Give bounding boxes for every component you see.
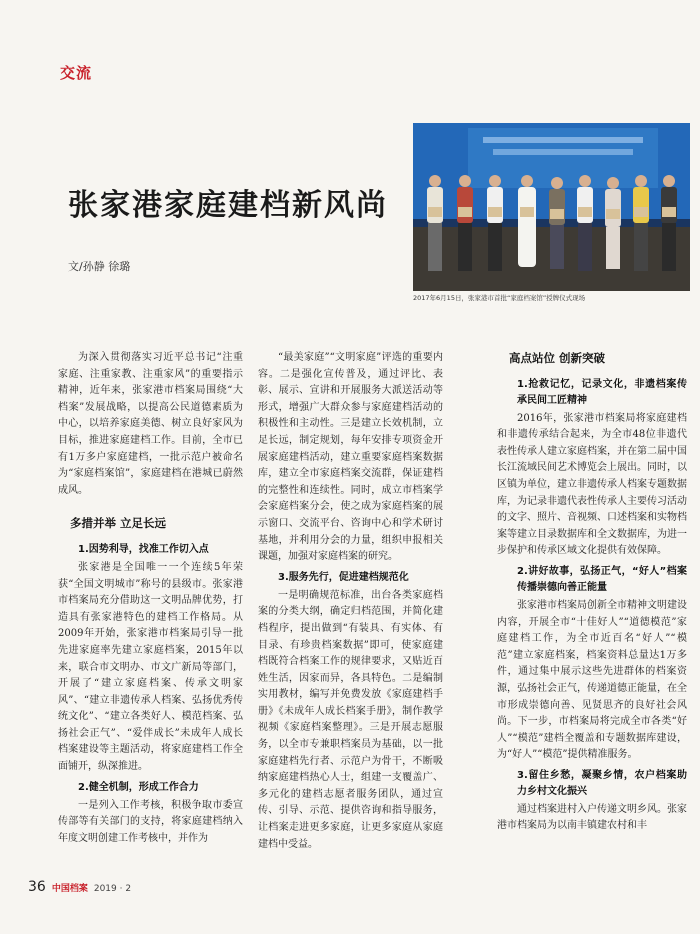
paragraph: 2016年，张家港市档案局将家庭建档和非遗传承结合起来，为全市48位非遗代表性传承人建立家庭档案，并在第二届中国长江流域民间艺术博览会上展出。同时，以区镇为单位，建立非遗传承人档案专题数据库，为记录非遗代表性传承人主要传习活动的文字、照片、音视频、口述档案和实物档案等建立目录数据库和全文数据库，为进一步保护和传承区域文化提供有效保障。: [497, 412, 687, 557]
paragraph: 一是明确规范标准，出台各类家庭档案的分类大纲，确定归档范围，并简化建档程序，提出做到“有装具、有实体、有目录、有珍贵档案数据”即可，使家庭建档既符合档案工作的规律要求，又贴近百姓生活，因家而异，各具特色。二是编制实用教材，编写并免费发放《家庭建档手册》《未成年人成长档案手册》，制作教学视频《家庭档案整理》。三是开展志愿服务，以全市专兼职档案员为基础，以一批家庭建档先行者、示范户为骨干，不断吸纳家庭建档热心人士，组建一支覆盖广、多元化的建档志愿者服务团队，通过宣传、引导、示范、提供咨询和指导服务，让档案走进更多家庭，让更多家庭从家庭建档中受益。: [258, 589, 443, 850]
photo-caption: 2017年6月15日，张家港市首批“家庭档案馆”授牌仪式现场: [413, 294, 586, 302]
paragraph: “最美家庭”“文明家庭”评选的重要内容。二是强化宣传普及，通过评比、表彰、展示、宣讲和开展服务大派送活动等形式，增强广大群众参与家庭建档活动的积极性和主动性。三是建立长效机制，立足长远，制定规划，每年安排专项资金开展家庭建档活动，建立重要家庭档案数据库，建立全市家庭档案交流群，保证建档的完整性和连续性。同时，成立市档案学会家庭档案分会，使之成为家庭档案的展示窗口、交流平台、咨询中心和学术研讨基地，并利用分会的力量，组织申报相关课题，加强对家庭档案的研究。: [258, 352, 443, 563]
paragraph: 张家港是全国唯一一个连续5年荣获“全国文明城市”称号的县级市。张家港市档案局充分借助这一文明品牌优势，打造具有张家港特色的建档工作格局。从2009年开始，张家港市档案局引导一批先进家庭率先建立家庭档案，2015年以来，联合市文明办、市文广新局等部门，开展了“建立家庭档案、传承文明家风”、“建立非遗传承人档案、弘扬优秀传统文化”、“建立各类好人、模范档案、弘扬社会正气”、“爱伴成长”未成年人成长档案建设等主题活动，将家庭建档工作全面铺开，纵深推进。: [58, 561, 243, 773]
magazine-name: 中国档案: [51, 884, 88, 894]
paragraph: 张家港市档案局创新全市精神文明建设内容，开展全市“十佳好人”“道德模范”家庭建档工作，为全市近百名“好人”“模范”建立家庭档案，档案资料总量达1万多件，通过集中展示这些先进群体的档案资源，弘扬社会正气，传递道德正能量，在全市形成崇德向善、见贤思齐的良好社会风尚。下一步，市档案局将完成全市各类“好人”“模范”建档全覆盖和专题数据库建设，为“好人”“模范”提供精准服务。: [497, 599, 687, 761]
subheading: 1.因势利导，找准工作切入点: [78, 543, 209, 555]
subheading: 2.健全机制，形成工作合力: [78, 781, 199, 793]
subheading: 3.服务先行，促进建档规范化: [278, 571, 409, 583]
article-title: 张家港家庭建档新风尚: [68, 188, 388, 223]
paragraph: 为深入贯彻落实习近平总书记“注重家庭、注重家教、注重家风”的重要指示精神，近年来，张家港市档案局围绕“大档案”发展战略，以提高公民道德素质为中心，以培养家庭美德、树立良好家风为目标，推进家庭建档工作。目前，全市已有1万多户家庭建档，一批示范户被命名为“家庭档案馆”，家庭建档在港城已蔚然成风。: [58, 352, 243, 496]
section-heading: 高点站位 创新突破: [509, 351, 606, 365]
section-tag: 交流: [60, 64, 93, 82]
subheading: 3.留住乡愁，凝聚乡情，农户档案助力乡村文化振兴: [517, 769, 687, 797]
page-footer: [28, 879, 131, 895]
paragraph: 通过档案进村入户传递文明乡风。张家港市档案局为以南丰镇建农村和丰: [497, 803, 687, 832]
award-recipients: [427, 175, 677, 271]
article-byline: 文/孙静 徐璐: [68, 260, 131, 273]
issue-number: 2019 · 2: [93, 884, 132, 894]
article-photo: [413, 123, 690, 291]
subheading: 1.抢救记忆，记录文化，非遗档案传承民间工匠精神: [517, 378, 687, 406]
paragraph: 一是列入工作考核，积极争取市委宣传部等有关部门的支持，将家庭建档纳入年度文明创建工作考核中，并作为: [58, 799, 243, 844]
article-column-2: [258, 350, 443, 870]
article-column-3: [497, 350, 687, 870]
page-number: 36: [28, 879, 46, 895]
section-heading: 多措并举 立足长远: [70, 516, 167, 531]
subheading: 2.讲好故事，弘扬正气，“好人”档案传播崇德向善正能量: [517, 565, 687, 593]
article-column-1: [58, 350, 243, 870]
